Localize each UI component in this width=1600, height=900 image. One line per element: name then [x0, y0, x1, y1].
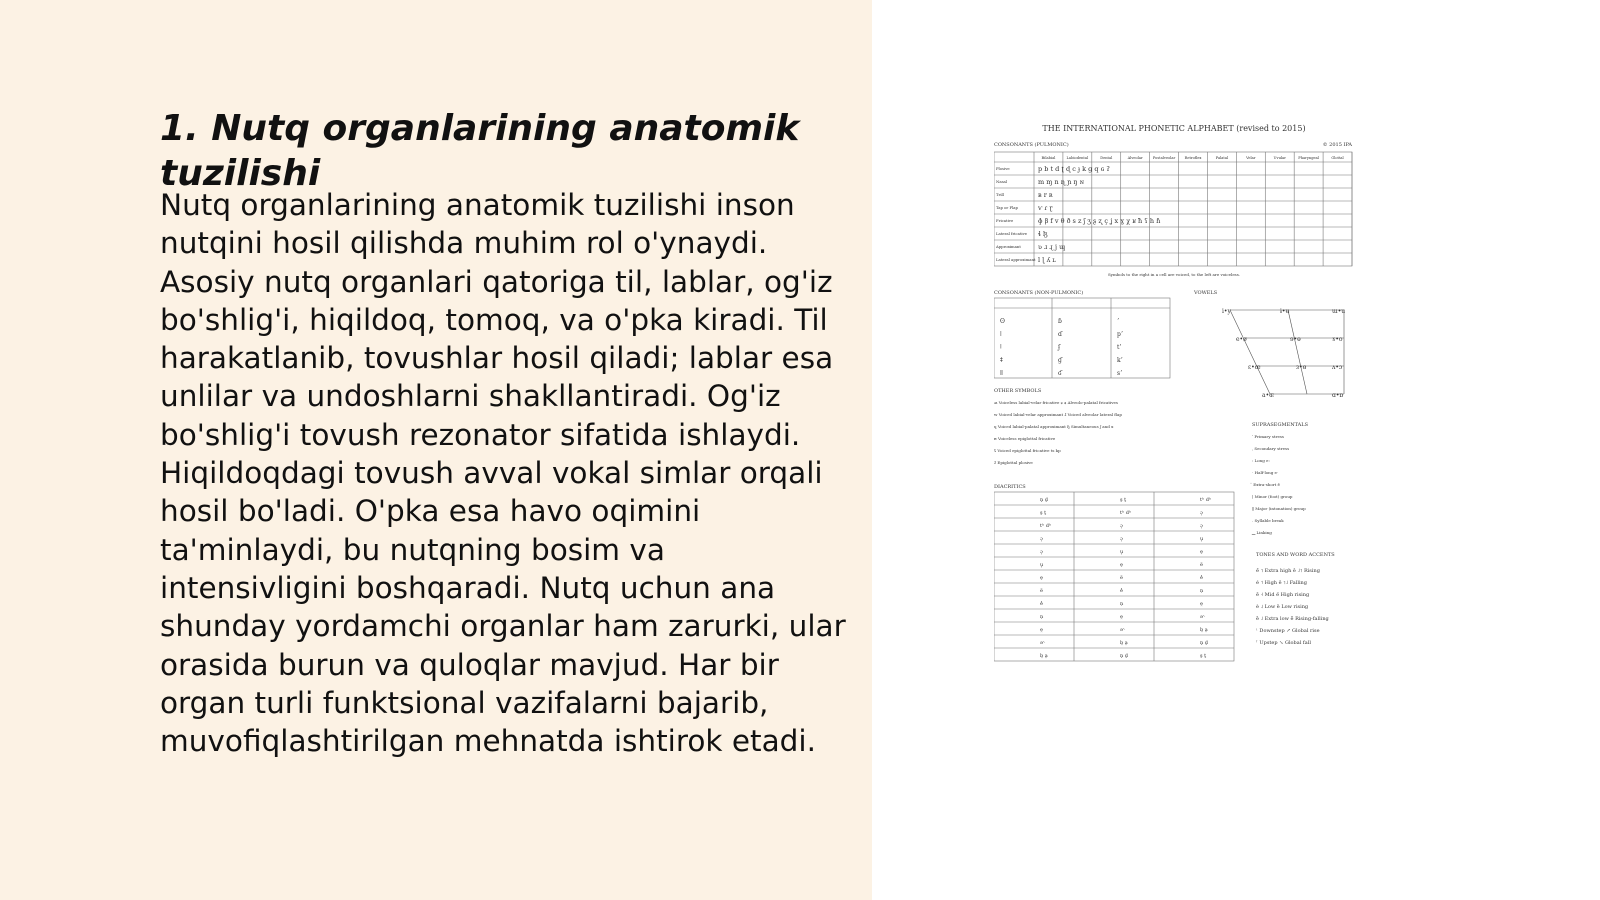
svg-text:ⱱ ɾ ɽ: ⱱ ɾ ɽ	[1038, 204, 1053, 212]
ipa-chart-section-tones: TONES AND WORD ACCENTS	[1256, 552, 1335, 558]
svg-text:ʋ ɹ ɻ j ɰ: ʋ ɹ ɻ j ɰ	[1038, 243, 1066, 251]
svg-text:n̩: n̩	[1200, 588, 1204, 594]
svg-text:e̯: e̯	[1120, 614, 1123, 620]
svg-text:e̽: e̽	[1120, 588, 1123, 594]
slide-title: 1. Nutq organlarining anatomik tuzilishi	[160, 108, 800, 194]
svg-text:Alveolar: Alveolar	[1127, 156, 1143, 160]
svg-text:e̽: e̽	[1200, 575, 1203, 581]
ipa-chart-section-vowels: VOWELS	[1194, 290, 1218, 296]
svg-text:ꜜ Downstep ↗ Global rise: ꜜ Downstep ↗ Global rise	[1256, 628, 1320, 634]
svg-text:ë: ë	[1040, 588, 1043, 594]
svg-text:̆ Extra-short ĕ: ̆ Extra-short ĕ	[1252, 482, 1280, 487]
svg-text:ʼ: ʼ	[1117, 318, 1119, 325]
svg-text:e̯: e̯	[1200, 601, 1203, 607]
svg-text:e•ø: e•ø	[1236, 336, 1247, 343]
svg-text:s̬ t̬: s̬ t̬	[1120, 497, 1127, 503]
svg-text:e̽: e̽	[1040, 601, 1043, 607]
svg-text:ˈ Primary stress: ˈ Primary stress	[1252, 434, 1284, 439]
ipa-chart-heading: THE INTERNATIONAL PHONETIC ALPHABET (revised to 2015)	[1042, 124, 1306, 133]
svg-text:e̠: e̠	[1120, 562, 1123, 568]
svg-text:ˑ Half-long eˑ: ˑ Half-long eˑ	[1252, 470, 1279, 475]
svg-text:è ˨ Low e᷅ Low rising: è ˨ Low e᷅ Low rising	[1256, 604, 1309, 610]
svg-text:ɘ•ɵ: ɘ•ɵ	[1290, 336, 1301, 343]
svg-text:ē ˧ Mid e᷄ High rising: ē ˧ Mid e᷄ High rising	[1256, 592, 1310, 598]
svg-text:Approximant: Approximant	[996, 244, 1021, 249]
svg-text:ɔ̹: ɔ̹	[1200, 510, 1203, 516]
svg-text:Nasal: Nasal	[996, 179, 1008, 184]
svg-text:. Syllable break: . Syllable break	[1252, 518, 1284, 523]
ipa-chart-image	[994, 122, 1354, 677]
svg-text:Fricative: Fricative	[996, 218, 1014, 223]
svg-text:ʍ Voiceless labial-velar fric: ʍ Voiceless labial-velar fricative ɕ ʑ Alveolo-palatal fricatives	[994, 400, 1118, 405]
svg-text:ə˞: ə˞	[1040, 640, 1046, 646]
svg-text:n̥ d̥: n̥ d̥	[1120, 653, 1129, 659]
svg-text:ë: ë	[1120, 575, 1123, 581]
svg-text:ʄ: ʄ	[1058, 344, 1061, 351]
svg-text:Postalveolar: Postalveolar	[1152, 156, 1176, 160]
svg-text:b̤ a̤: b̤ a̤	[1200, 627, 1208, 633]
svg-text:Pharyngeal: Pharyngeal	[1298, 156, 1319, 160]
svg-text:Lateral fricative: Lateral fricative	[996, 231, 1028, 236]
svg-text:Bilabial: Bilabial	[1041, 156, 1056, 160]
svg-text:Dental: Dental	[1100, 156, 1113, 160]
svg-text:u̟: u̟	[1200, 536, 1204, 542]
svg-text:u̟: u̟	[1120, 549, 1124, 555]
svg-text:b̤ a̤: b̤ a̤	[1040, 653, 1048, 659]
svg-text:ɔ̹: ɔ̹	[1120, 523, 1123, 529]
svg-text:ʜ Voiceless epiglottal fricat: ʜ Voiceless epiglottal fricative	[994, 436, 1056, 441]
svg-text:n̥ d̥: n̥ d̥	[1040, 497, 1049, 503]
svg-text:a•ɶ: a•ɶ	[1262, 392, 1274, 399]
svg-text:ɯ•u: ɯ•u	[1332, 308, 1346, 315]
svg-text:n̥ d̥: n̥ d̥	[1200, 640, 1209, 646]
svg-text:ɠ: ɠ	[1058, 357, 1063, 364]
svg-text:pʼ: pʼ	[1117, 331, 1123, 338]
svg-text:ɬ ɮ: ɬ ɮ	[1038, 230, 1048, 238]
svg-text:ȅ ˩ Extra low e᷈ Rising-fal: ȅ ˩ Extra low e᷈ Rising-falling	[1256, 616, 1329, 622]
svg-text:ɥ Voiced labial-palatal appro: ɥ Voiced labial-palatal approximant ɧ Simultaneous ʃ and x	[994, 424, 1114, 429]
svg-text:e̠: e̠	[1200, 549, 1203, 555]
svg-text:Palatal: Palatal	[1215, 156, 1229, 160]
svg-text:n̩: n̩	[1040, 614, 1044, 620]
svg-text:kʼ: kʼ	[1117, 357, 1123, 364]
svg-text:Trill: Trill	[996, 192, 1004, 197]
svg-text:n̩: n̩	[1120, 601, 1124, 607]
svg-text:u̟: u̟	[1040, 562, 1044, 568]
svg-text:ǁ: ǁ	[1000, 370, 1003, 377]
ipa-chart-copyright: © 2015 IPA	[1322, 142, 1352, 148]
svg-text:Tap or Flap: Tap or Flap	[996, 205, 1018, 210]
svg-text:Uvular: Uvular	[1273, 156, 1286, 160]
svg-text:Glottal: Glottal	[1331, 156, 1344, 160]
svg-text:ɸ β f v θ ð s z ʃ ʒ ʂ ʐ ç ʝ x: ɸ β f v θ ð s z ʃ ʒ ʂ ʐ ç ʝ x ɣ χ ʁ ħ ʕ h ɦ	[1038, 217, 1161, 225]
svg-text:tʼ: tʼ	[1117, 344, 1122, 351]
svg-text:ɗ: ɗ	[1058, 331, 1063, 338]
svg-text:w Voiced labial-velar approxi: w Voiced labial-velar approximant ɺ Voiced alveolar lateral flap	[994, 412, 1122, 417]
svg-text:i•y: i•y	[1222, 308, 1231, 315]
svg-text:Symbols to the right in a cell: Symbols to the right in a cell are voiced, to the left are voiceless.	[1107, 272, 1241, 277]
svg-text:tʰ dʰ: tʰ dʰ	[1040, 523, 1052, 529]
svg-text:ʢ Voiced epiglottal fricative: ʢ Voiced epiglottal fricative ts kp	[994, 448, 1061, 453]
svg-text:s̬ t̬: s̬ t̬	[1200, 653, 1207, 659]
ipa-chart-section-other: OTHER SYMBOLS	[994, 388, 1042, 394]
svg-text:ɤ•o: ɤ•o	[1332, 336, 1343, 343]
svg-text:ː Long eː: ː Long eː	[1252, 458, 1270, 463]
svg-text:ʘ: ʘ	[1000, 318, 1005, 325]
svg-text:ɔ̹: ɔ̹	[1040, 536, 1043, 542]
svg-text:ɜ•ɞ: ɜ•ɞ	[1296, 364, 1307, 371]
svg-text:ɓ: ɓ	[1058, 318, 1062, 325]
svg-text:‿ Linking: ‿ Linking	[1252, 530, 1272, 535]
svg-text:ɔ̜: ɔ̜	[1200, 523, 1203, 529]
svg-text:Retroflex: Retroflex	[1184, 156, 1202, 160]
svg-text:ə˞: ə˞	[1120, 627, 1126, 633]
svg-text:tʰ dʰ: tʰ dʰ	[1200, 497, 1212, 503]
svg-text:p b t d ʈ ɖ c ɟ k ɡ: p b t d ʈ ɖ c ɟ k ɡ q ɢ ʔ	[1038, 165, 1110, 173]
svg-text:ʌ•ɔ: ʌ•ɔ	[1332, 364, 1343, 371]
svg-text:ꜛ Upstep ↘ Global fall: ꜛ Upstep ↘ Global fall	[1256, 640, 1311, 646]
svg-text:ɨ•ʉ: ɨ•ʉ	[1280, 308, 1290, 315]
svg-text:ǂ: ǂ	[1000, 357, 1003, 364]
svg-text:e̯: e̯	[1040, 627, 1043, 633]
svg-text:é ˦ High ê ˥˩ Falling: é ˦ High ê ˥˩ Falling	[1256, 580, 1307, 586]
svg-text:tʰ dʰ: tʰ dʰ	[1120, 510, 1132, 516]
ipa-chart-section-diacritics: DIACRITICS	[994, 484, 1026, 490]
svg-text:ˌ Secondary stress: ˌ Secondary stress	[1252, 446, 1290, 451]
svg-text:e̠: e̠	[1040, 575, 1043, 581]
svg-text:s̬ t̬: s̬ t̬	[1040, 510, 1047, 516]
svg-text:ʛ: ʛ	[1058, 370, 1062, 377]
svg-text:ɛ•œ: ɛ•œ	[1248, 364, 1261, 371]
svg-text:ʙ r ʀ: ʙ r ʀ	[1038, 191, 1053, 199]
svg-text:‖ Major (intonation) group: ‖ Major (intonation) group	[1252, 506, 1306, 511]
slide-body-text: Nutq organlarining anatomik tuzilishi inson nutqini hosil qilishda muhim rol o'ynaydi. Asosiy nutq organlari qatoriga til, lablar, og'iz bo'shlig'i, hiqildoq, tomoq, va o'pka kiradi. Til harakatlanib, tovushlar hosil qiladi; lablar esa unlilar va undoshlarni shakllantiradi. Og'iz bo'shlig'i tovush rezonator sifatida ishlaydi. Hiqildoqdagi tovush avval vokal simlar orqali hosil bo'ladi. O'pka esa havo oqimini ta'minlaydi, bu nutqning bosim va intensivligini boshqaradi. Nutq uchun ana shunday yordamchi organlar ham zarurki, ular orasida burun va quloqlar mavjud. Har bir organ turli funktsional vazifalarni bajarib, muvofiqlashtirilgan mehnatda ishtirok etadi.	[160, 188, 846, 759]
svg-text:Labiodental: Labiodental	[1066, 156, 1089, 160]
svg-text:ë: ë	[1200, 562, 1203, 568]
svg-text:Velar: Velar	[1246, 156, 1256, 160]
svg-text:ǃ: ǃ	[1000, 344, 1002, 351]
svg-text:ɔ̜: ɔ̜	[1120, 536, 1123, 542]
ipa-chart-section-pulmonic: CONSONANTS (PULMONIC)	[994, 142, 1069, 148]
svg-text:Plosive: Plosive	[996, 166, 1010, 171]
svg-text:sʼ: sʼ	[1117, 370, 1122, 377]
svg-text:ə˞: ə˞	[1200, 614, 1206, 620]
svg-text:m ɱ n ɳ ɲ ŋ ɴ: m ɱ n ɳ ɲ ŋ ɴ	[1038, 178, 1084, 186]
svg-text:l ɭ ʎ ʟ: l ɭ ʎ ʟ	[1038, 256, 1056, 264]
svg-text:ɔ̜: ɔ̜	[1040, 549, 1043, 555]
svg-text:| Minor (foot) group: | Minor (foot) group	[1252, 494, 1293, 499]
svg-text:ǀ: ǀ	[1000, 331, 1002, 338]
svg-text:Lateral approximant: Lateral approximant	[996, 257, 1036, 262]
ipa-chart-section-nonpulmonic: CONSONANTS (NON-PULMONIC)	[994, 290, 1084, 296]
ipa-chart-section-supra: SUPRASEGMENTALS	[1252, 422, 1309, 428]
svg-text:b̤ a̤: b̤ a̤	[1120, 640, 1128, 646]
svg-text:ʡ Epiglottal plosive: ʡ Epiglottal plosive	[994, 460, 1033, 465]
svg-text:e̋ ˥ Extra high ě ˩˥ Rising: e̋ ˥ Extra high ě ˩˥ Rising	[1256, 568, 1320, 574]
svg-text:ɑ•ɒ: ɑ•ɒ	[1332, 392, 1344, 399]
